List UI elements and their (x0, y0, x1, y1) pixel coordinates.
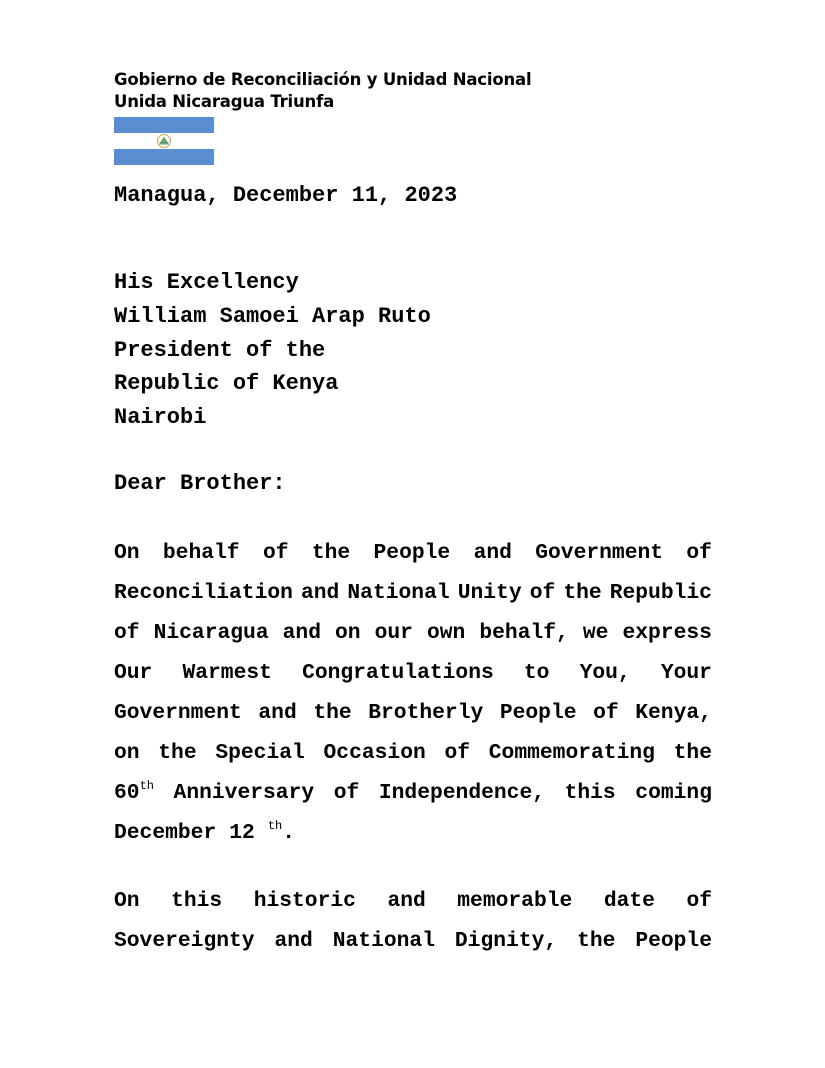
text-line (114, 533, 712, 573)
word: this (171, 889, 223, 913)
text-line (114, 921, 712, 961)
word: On (114, 889, 140, 913)
word: of (593, 701, 619, 725)
punctuation: . (282, 821, 295, 845)
text-line (114, 573, 712, 613)
word: the (313, 701, 352, 725)
word: this (564, 781, 616, 805)
recipient-city: Nairobi (114, 405, 207, 431)
word: the (311, 541, 351, 565)
word: Congratulations (302, 661, 494, 685)
word: of (686, 541, 712, 565)
date-number (229, 813, 308, 853)
text-line (114, 773, 712, 813)
word: we (582, 621, 609, 645)
word: On (114, 541, 140, 565)
recipient-address (114, 266, 431, 435)
ordinal-suffix: th (139, 779, 154, 793)
word: National (332, 929, 435, 953)
salutation: Dear Brother: (114, 471, 286, 496)
word: on (114, 741, 140, 765)
paragraph-historic-date (114, 881, 712, 961)
word: and (301, 581, 340, 605)
word: of (444, 741, 471, 765)
word: Anniversary (173, 781, 315, 805)
word: Sovereignty (114, 929, 255, 953)
word: the (563, 581, 602, 605)
word: Government (114, 701, 242, 725)
word: of (686, 889, 712, 913)
word: Brotherly (368, 701, 484, 725)
word: Occasion (323, 741, 426, 765)
paragraph-congratulations (114, 533, 712, 853)
word: Our (114, 661, 153, 685)
word: Independence, (378, 781, 546, 805)
word: behalf, (479, 621, 569, 645)
text-line (114, 693, 712, 733)
recipient-name: William Samoei Arap Ruto (114, 303, 431, 329)
word: memorable (457, 889, 573, 913)
nicaragua-flag-icon (114, 117, 214, 165)
word: Kenya, (635, 701, 712, 725)
recipient-position: President of the (114, 337, 326, 363)
word: Government (535, 541, 664, 565)
word: People (635, 929, 712, 953)
ordinal-number: 12 (229, 821, 255, 845)
word: Special (215, 741, 305, 765)
word: of (333, 781, 360, 805)
word: date (603, 889, 655, 913)
word: Commemorating (488, 741, 655, 765)
recipient-country: Republic of Kenya (114, 371, 339, 397)
word: and (282, 621, 321, 645)
word: the (577, 929, 616, 953)
word: historic (253, 889, 356, 913)
word: Reconciliation (114, 581, 293, 605)
word: Unity (457, 581, 522, 605)
text-line (114, 653, 712, 693)
ordinal-number: 60 (114, 781, 140, 805)
word: coming (635, 781, 712, 805)
word: behalf (162, 541, 240, 565)
word: December (114, 821, 217, 845)
word: and (258, 701, 297, 725)
word: and (387, 889, 426, 913)
ordinal-suffix: th (267, 819, 283, 833)
word: the (673, 741, 712, 765)
word: of (262, 541, 289, 565)
word: You, (579, 661, 631, 685)
word: our (374, 621, 413, 645)
word: own (427, 621, 466, 645)
word: People (499, 701, 577, 725)
word: People (373, 541, 451, 565)
word: Warmest (182, 661, 272, 685)
text-line (114, 813, 712, 853)
letterhead-government-name: Gobierno de Reconciliación y Unidad Nacional (114, 70, 532, 89)
word: Republic (609, 581, 712, 605)
word: Dignity, (454, 929, 558, 953)
word: and (274, 929, 313, 953)
text-line (114, 733, 712, 773)
word: the (158, 741, 197, 765)
word: to (523, 661, 550, 685)
word: Nicaragua (153, 621, 269, 645)
anniversary-number (114, 773, 154, 813)
text-line (114, 881, 712, 921)
recipient-title: His Excellency (114, 270, 299, 295)
letterhead (114, 69, 531, 113)
word: of (529, 581, 556, 605)
text-line (114, 613, 712, 653)
word: and (473, 541, 512, 565)
word: of (114, 621, 140, 645)
word: on (335, 621, 361, 645)
word: Your (660, 661, 712, 685)
word: National (347, 581, 450, 605)
word: express (622, 621, 712, 645)
letterhead-slogan: Unida Nicaragua Triunfa (114, 92, 335, 111)
letter-date: Managua, December 11, 2023 (114, 183, 458, 208)
